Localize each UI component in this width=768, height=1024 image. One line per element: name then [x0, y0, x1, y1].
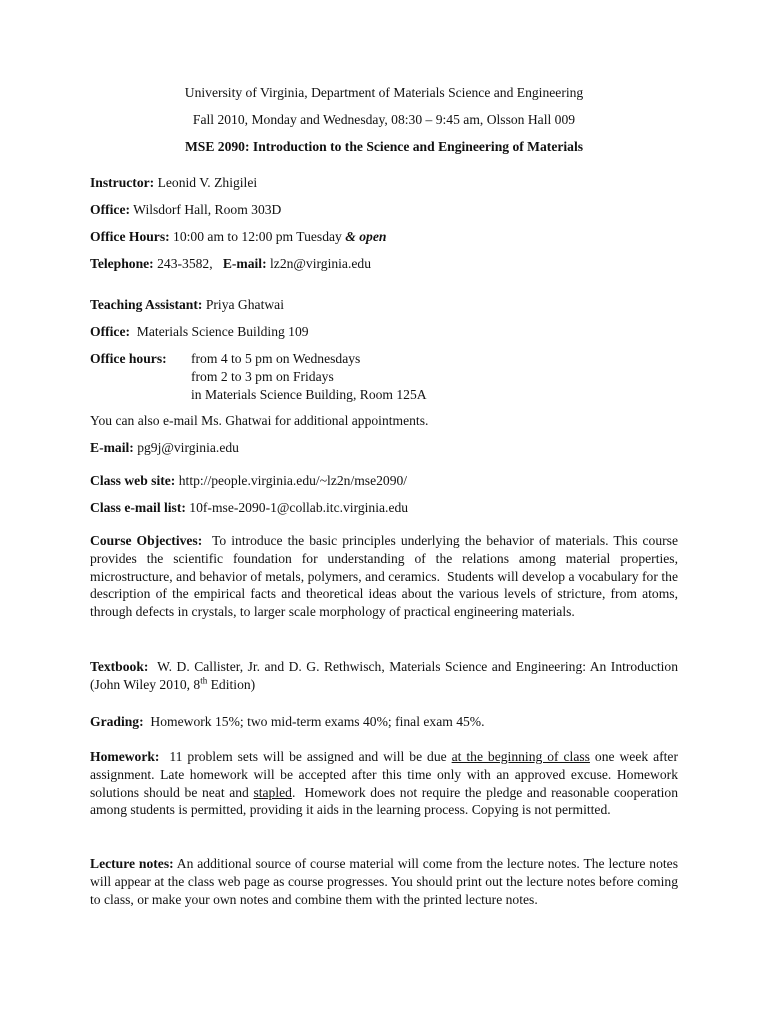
- ta-hours-row: from 2 to 3 pm on Fridays: [191, 368, 334, 384]
- ta-line: [90, 296, 284, 314]
- ta-email: pg9j@virginia.edu: [133, 440, 239, 455]
- ta-hours-row: in Materials Science Building, Room 125A: [191, 386, 427, 402]
- instructor-line: [90, 174, 257, 192]
- objectives-text: To introduce the basic principles underlying the behavior of materials. This course provides the scientific foundation for understanding of the relations among material properties, microstructure, and behavior of metals, polymers, and ceramics. Students will develop a vocabulary for the description of the empirical facts and theoretical ideas about the various levels of stricture, from atoms, through defects in crystals, to larger scale morphology of practical engineering materials.: [90, 533, 682, 620]
- web-site-label: Class web site:: [90, 473, 176, 488]
- instructor-hours-label: Office Hours:: [90, 229, 170, 244]
- homework-text-2: one week after assignment. Late homework will be accepted after this time only with an approved excuse. Homework solutions should be neat and: [90, 749, 678, 800]
- instructor-hours: 10:00 am to 12:00 pm Tuesday: [169, 229, 346, 244]
- homework-text-1: 11 problem sets will be assigned and will be due: [159, 749, 452, 764]
- textbook-text: W. D. Callister, Jr. and D. G. Rethwisch, Materials Science and Engineering: An Introduction (John Wiley 2010, 8: [90, 659, 682, 692]
- instructor-label: Instructor:: [90, 175, 155, 190]
- instructor-name: Leonid V. Zhigilei: [154, 175, 258, 190]
- homework-paragraph: [90, 748, 682, 819]
- email-list-line: [90, 499, 408, 517]
- lecture-notes-text: An additional source of course material will come from the lecture notes. The lecture notes will appear at the class web page as course progresses. You should print out the lecture notes before coming to class, or make your own notes and combine them with the printed lecture notes.: [90, 856, 678, 907]
- textbook-end: Edition): [207, 676, 256, 692]
- telephone: 243-3582,: [153, 256, 223, 271]
- instructor-contact-line: [90, 255, 371, 273]
- course-objectives-paragraph: [90, 532, 682, 621]
- schedule-line: Fall 2010, Monday and Wednesday, 08:30 – 9:45 am, Olsson Hall 009: [192, 112, 576, 127]
- ta-name: Priya Ghatwai: [202, 297, 284, 312]
- web-site-url: http://people.virginia.edu/~lz2n/mse2090/: [175, 473, 408, 488]
- homework-text-3: . Homework does not require the pledge and reasonable cooperation among students is permitted, providing it aids in the learning process. Copying is not permitted.: [90, 784, 682, 818]
- instructor-email-label: E-mail:: [222, 256, 267, 271]
- ta-label: Teaching Assistant:: [90, 297, 203, 312]
- ta-hours-list: [191, 350, 427, 403]
- instructor-office-line: [90, 201, 281, 219]
- ta-office-label: Office:: [90, 324, 130, 339]
- instructor-hours-extra: & open: [345, 229, 387, 244]
- textbook-label: Textbook:: [90, 659, 149, 674]
- lecture-notes-paragraph: [90, 855, 678, 908]
- ta-hours-row: from 4 to 5 pm on Wednesdays: [191, 351, 361, 366]
- textbook-paragraph: [90, 658, 682, 694]
- university-line: University of Virginia, Department of Materials Science and Engineering: [184, 85, 584, 100]
- objectives-label: Course Objectives:: [90, 533, 203, 548]
- telephone-label: Telephone:: [90, 256, 154, 271]
- instructor-office-label: Office:: [90, 202, 130, 217]
- homework-label: Homework:: [90, 749, 160, 764]
- instructor-hours-line: [90, 228, 386, 246]
- ta-hours-label: Office hours:: [90, 351, 167, 366]
- edition-superscript: th: [200, 675, 208, 686]
- web-site-line: [90, 472, 407, 490]
- grading-text: Homework 15%; two mid-term exams 40%; final exam 45%.: [143, 714, 485, 729]
- ta-email-line: [90, 439, 239, 457]
- ta-office-line: [90, 323, 309, 341]
- homework-due-underline: at the beginning of class: [451, 749, 590, 764]
- instructor-email: lz2n@virginia.edu: [266, 256, 371, 271]
- course-title: MSE 2090: Introduction to the Science and Engineering of Materials: [184, 139, 584, 154]
- ta-appointments: You can also e-mail Ms. Ghatwai for additional appointments.: [90, 413, 429, 428]
- grading-label: Grading:: [90, 714, 144, 729]
- grading-line: [90, 713, 485, 731]
- email-list-label: Class e-mail list:: [90, 500, 186, 515]
- homework-stapled-underline: stapled: [253, 784, 292, 800]
- email-list-address: 10f-mse-2090-1@collab.itc.virginia.edu: [185, 500, 409, 515]
- ta-email-label: E-mail:: [90, 440, 134, 455]
- ta-hours-label-line: [90, 350, 167, 368]
- ta-office: Materials Science Building 109: [130, 324, 309, 339]
- lecture-notes-label: Lecture notes:: [90, 856, 174, 871]
- instructor-office: Wilsdorf Hall, Room 303D: [130, 202, 282, 217]
